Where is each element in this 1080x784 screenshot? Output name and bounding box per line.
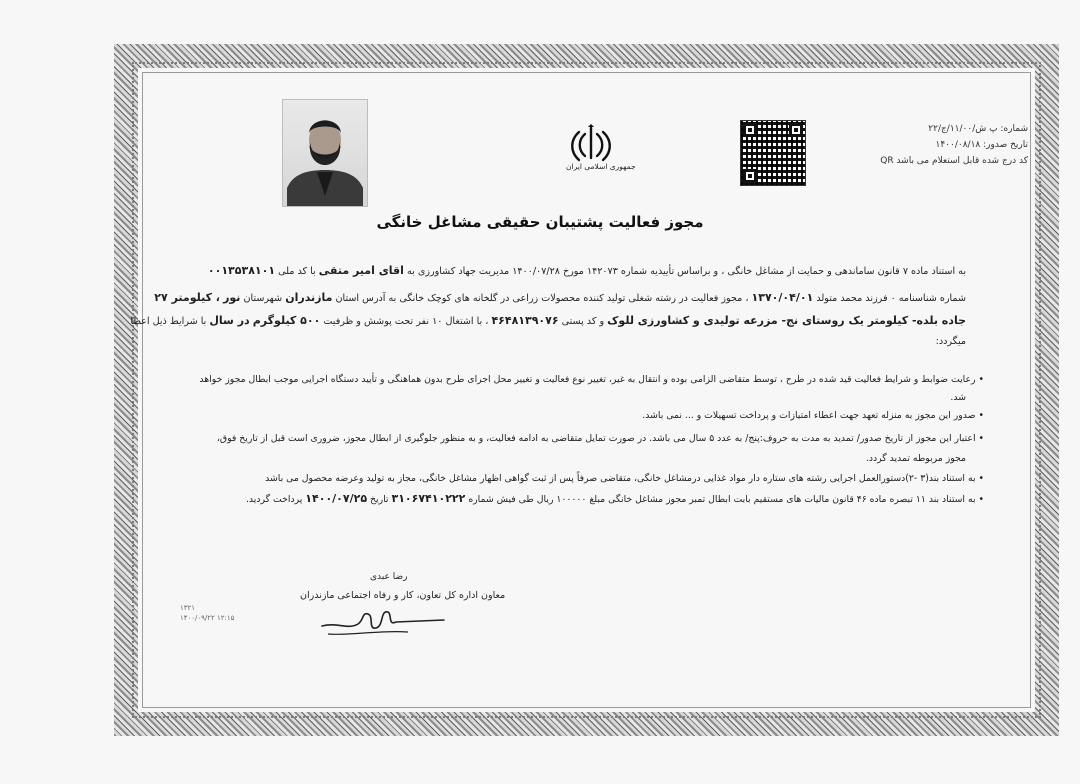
body-line-1: به استناد ماده ۷ قانون ساماندهی و حمایت از مشاغل خانگی ، و براساس تأییدیه شماره ۱۴۲۰۷۳ مورخ ۱۴۰۰/۰۷/۲۸ مدیریت جهاد کشاورزی به اقای امیر متقی با کد ملی ۰۰۱۳۵۳۸۱۰۱ bbox=[207, 264, 966, 277]
body-line-3: جاده بلده- کیلومتر یک روستای نج- مزرعه تولیدی و کشاورزی للوک و کد پستی ۴۶۴۸۱۳۹۰۷۶ ، با اشتغال ۱۰ نفر تحت پوشش و ظرفیت ۵۰۰ کیلوگرم در سال با شرایط ذیل اعطا bbox=[130, 314, 966, 327]
national-id: ۰۰۱۳۵۳۸۱۰۱ bbox=[207, 264, 276, 277]
condition-4: • به استناد بند(۳ -۲)دستورالعمل اجرایی رشته های ستاره دار مواد غذایی درمشاغل خانگی، متقاضی صرفاً پس از ثبت گواهی اظهار مشاغل خانگی، مجاز به تولید وعرضه محصول می باشد bbox=[265, 473, 984, 484]
applicant-name: اقای امیر متقی bbox=[318, 264, 404, 277]
stamp-datetime: ۱۴۰۰/۰۹/۲۲ ۱۲:۱۵ bbox=[180, 614, 235, 622]
page-title: مجوز فعالیت پشتیبان حقیقی مشاغل خانگی bbox=[376, 213, 704, 231]
applicant-photo bbox=[282, 99, 368, 207]
province: مازندران bbox=[285, 291, 333, 304]
condition-5: • به استناد بند ۱۱ تبصره ماده ۴۶ قانون مالیات های مستقیم بابت ابطال تمبر مجوز مشاغل خانگی مبلغ ۱۰۰۰۰۰ ریال طی فیش شماره ۳۱۰۶۷۴۱۰۲۲۲ تاریخ ۱۴۰۰/۰۷/۲۵ پرداخت گردید. bbox=[245, 492, 984, 505]
city: نور bbox=[223, 291, 241, 304]
signer-position: معاون اداره کل تعاون، کار و رفاه اجتماعی مازندران bbox=[300, 590, 506, 601]
condition-3: • اعتبار این مجوز از تاریخ صدور/ تمدید به مدت به حروف:پنج/ به عدد ۵ سال می باشد. در صورت تمایل متقاضی به ادامه فعالیت، و به منظور جلوگیری از ابطال مجوز، ضروری است قبل از تاریخ فوق، bbox=[216, 433, 984, 444]
receipt-number: ۳۱۰۶۷۴۱۰۲۲۲ bbox=[391, 492, 466, 505]
qr-code-icon bbox=[740, 120, 806, 186]
birth-date: ۱۳۷۰/۰۴/۰۱ bbox=[751, 291, 814, 304]
condition-3-cont: مجوز مربوطه تمدید گردد. bbox=[865, 453, 966, 464]
body-line-2: شماره شناسنامه ۰ فرزند محمد متولد ۱۳۷۰/۰۴/۰۱ ، مجوز فعالیت در رشته شغلی تولید کننده محصولات زراعی در گلخانه های کوچک خانگی به آدرس استان مازندران شهرستان نور ، کیلومتر ۲۷ bbox=[154, 291, 966, 304]
body-line-4: میگردد: bbox=[935, 336, 966, 347]
stamp-number: ۱۳۲۱ bbox=[180, 604, 196, 612]
address: جاده بلده- کیلومتر یک روستای نج- مزرعه تولیدی و کشاورزی للوک bbox=[607, 314, 966, 327]
condition-2: • صدور این مجوز به منزله تعهد جهت اعطاء امتیازات و پرداخت تسهیلات و ... نمی باشد. bbox=[642, 410, 984, 421]
emblem-caption: جمهوری اسلامی ایران bbox=[566, 162, 636, 171]
capacity: ۵۰۰ کیلوگرم bbox=[252, 314, 321, 327]
signer-name: رضا عبدی bbox=[370, 572, 408, 582]
issue-date: تاریخ صدور: ۱۴۰۰/۰۸/۱۸ bbox=[935, 140, 1028, 150]
condition-1: • رعایت ضوابط و شرایط فعالیت قید شده در طرح ، توسط متقاضی الزامی بوده و انتقال به غیر، تغییر نوع فعالیت و تغییر محل اجرای طرح بدون هماهنگی و تأیید دستگاه اجرایی موجب ابطال مجوز خواهد bbox=[199, 374, 984, 385]
payment-date: ۱۴۰۰/۰۷/۲۵ bbox=[305, 492, 368, 505]
postal-code: ۴۶۴۸۱۳۹۰۷۶ bbox=[491, 314, 559, 327]
letter-number: شماره: پ ش/۱۱/۰۰/ج/۲۲ bbox=[928, 124, 1028, 134]
condition-1-cont: شد. bbox=[950, 392, 966, 403]
handwritten-signature bbox=[318, 600, 448, 644]
qr-note: QR کد درج شده قابل استعلام می باشد bbox=[880, 156, 1028, 166]
